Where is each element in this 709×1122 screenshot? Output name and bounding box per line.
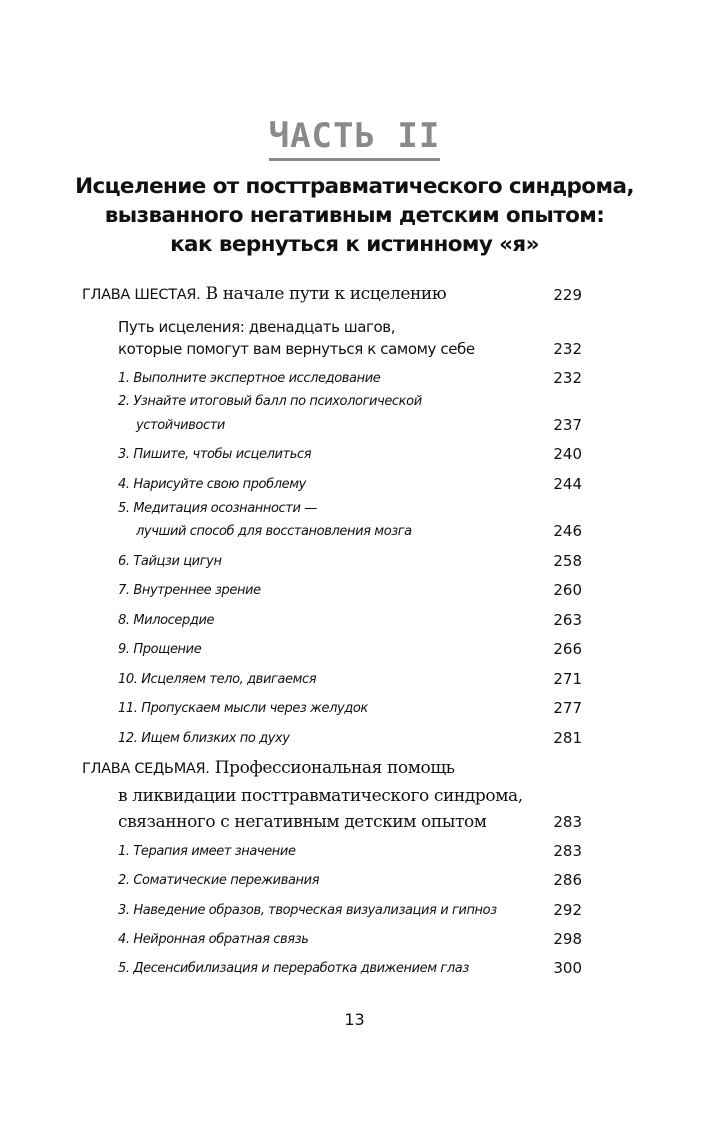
item-page: 260 [553, 581, 582, 599]
part-subtitle [60, 172, 649, 259]
toc-item[interactable]: 7. Внутреннее зрение [118, 583, 261, 598]
item-page: 237 [553, 416, 582, 434]
toc-item[interactable]: 4. Нейронная обратная связь [118, 932, 309, 947]
toc-item[interactable]: 5. Десенсибилизация и переработка движением глаз [118, 961, 469, 976]
part-title-text: ЧАСТЬ II [269, 116, 441, 161]
item-page: 263 [553, 611, 582, 629]
toc-item[interactable]: 3. Наведение образов, творческая визуализация и гипноз [118, 903, 497, 918]
toc-item[interactable]: 11. Пропускаем мысли через желудок [118, 701, 368, 716]
item-page: 292 [553, 901, 582, 919]
item-page: 281 [553, 729, 582, 747]
toc-section-line[interactable]: которые помогут вам вернуться к самому себе [118, 340, 475, 358]
item-page: 277 [553, 699, 582, 717]
item-page: 271 [553, 670, 582, 688]
toc-chapter-7[interactable] [82, 758, 455, 778]
item-page: 283 [553, 842, 582, 860]
chapter-label: ГЛАВА СЕДЬМАЯ. [82, 761, 210, 777]
subtitle-line: как вернуться к истинному «я» [170, 232, 539, 257]
toc-item[interactable]: 1. Терапия имеет значение [118, 844, 296, 859]
toc-item[interactable]: 6. Тайцзи цигун [118, 554, 222, 569]
page-number: 13 [344, 1010, 365, 1029]
chapter-page: 229 [553, 286, 582, 304]
toc-item[interactable]: 9. Прощение [118, 642, 202, 657]
item-page: 244 [553, 475, 582, 493]
item-page: 266 [553, 640, 582, 658]
toc-item[interactable]: 2. Узнайте итоговый балл по психологической [118, 394, 422, 409]
item-page: 246 [553, 522, 582, 540]
toc-item-cont[interactable]: устойчивости [136, 418, 225, 433]
toc-item-cont[interactable]: лучший способ для восстановления мозга [136, 524, 412, 539]
toc-section-line[interactable]: Путь исцеления: двенадцать шагов, [118, 318, 396, 336]
chapter-title: Профессиональная помощь [214, 758, 455, 778]
toc-item[interactable]: 10. Исцеляем тело, двигаемся [118, 672, 317, 687]
chapter-title: В начале пути к исцелению [205, 284, 447, 304]
item-page: 286 [553, 871, 582, 889]
item-page: 258 [553, 552, 582, 570]
item-page: 300 [553, 959, 582, 977]
item-page: 298 [553, 930, 582, 948]
section-page: 232 [553, 340, 582, 358]
toc-item[interactable]: 8. Милосердие [118, 613, 215, 628]
toc-item[interactable]: 4. Нарисуйте свою проблему [118, 477, 306, 492]
toc-item[interactable]: 1. Выполните экспертное исследование [118, 371, 381, 386]
chapter-title-cont[interactable]: в ликвидации посттравматического синдрома, [118, 786, 523, 806]
item-page: 232 [553, 369, 582, 387]
chapter-page: 283 [553, 813, 582, 831]
subtitle-line: Исцеление от посттравматического синдрома, [75, 174, 634, 199]
toc-item[interactable]: 2. Соматические переживания [118, 873, 320, 888]
subtitle-line: вызванного негативным детским опытом: [104, 203, 605, 228]
item-page: 240 [553, 445, 582, 463]
toc-item[interactable]: 3. Пишите, чтобы исцелиться [118, 447, 312, 462]
chapter-label: ГЛАВА ШЕСТАЯ. [82, 287, 201, 303]
part-title [0, 116, 709, 156]
chapter-title-cont[interactable]: связанного с негативным детским опытом [118, 812, 487, 832]
toc-item[interactable]: 12. Ищем близких по духу [118, 731, 290, 746]
toc-chapter-6[interactable] [82, 284, 446, 304]
toc-item[interactable]: 5. Медитация осознанности — [118, 501, 317, 516]
